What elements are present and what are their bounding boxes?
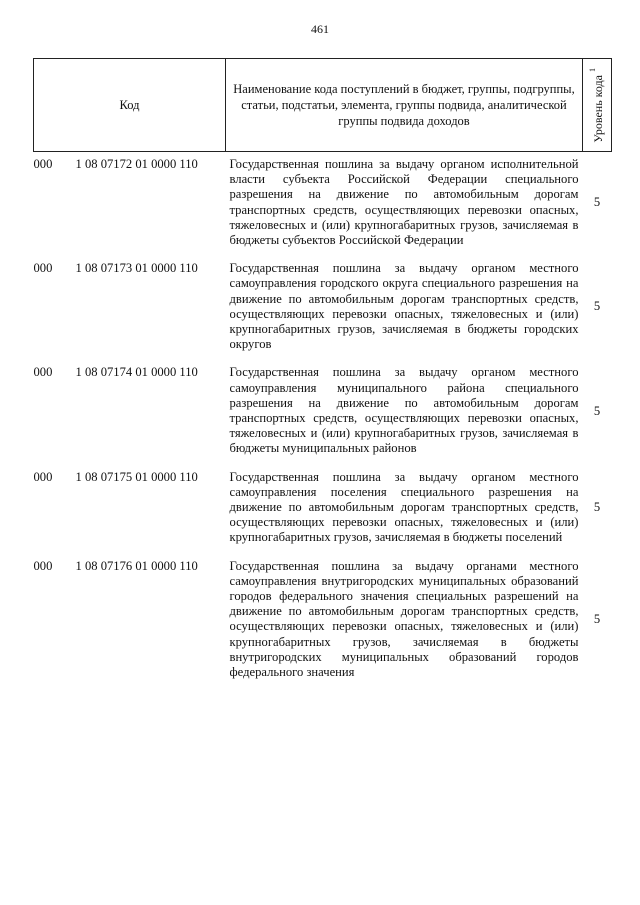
revenue-code: 1 08 07174 01 0000 110	[75, 365, 198, 380]
page-number: 461	[311, 22, 329, 36]
code-level: 5	[593, 403, 601, 418]
header-level-footnote: 1	[588, 67, 597, 72]
header-code: Код	[34, 59, 226, 152]
admin-code: 000	[33, 157, 53, 171]
revenue-code: 1 08 07175 01 0000 110	[75, 469, 198, 484]
code-level: 5	[593, 299, 601, 314]
admin-code: 000	[33, 365, 53, 380]
table-row	[34, 465, 612, 554]
revenue-codes-table	[33, 58, 612, 688]
revenue-code: 1 08 07172 01 0000 110	[75, 157, 198, 171]
revenue-name: Государственная пошлина за выдачу органом местного самоуправления поселения специального разрешения на движение по автомобильным дорогам транспортных средств, осуществляющих перевозки опасных, тяжеловесных и (или) крупногабаритных грузов, зачисляемая в бюджеты поселений	[229, 469, 579, 545]
table-row	[34, 360, 612, 464]
code-level: 5	[593, 195, 601, 210]
header-level-label	[588, 68, 606, 143]
row-code-cell	[34, 554, 226, 689]
header-level	[583, 59, 612, 152]
row-code-cell	[34, 360, 226, 464]
code-level: 5	[593, 500, 601, 515]
code-level: 5	[593, 611, 601, 626]
revenue-name: Государственная пошлина за выдачу органом местного самоуправления городского округа специального разрешения на движение по автомобильным дорогам транспортных средств, осуществляющих перевозки опасных, тяжеловесных и (или) крупногабаритных грузов, зачисляемая в бюджеты городских округов	[229, 261, 579, 352]
revenue-name: Государственная пошлина за выдачу органом исполнительной власти субъекта Российской Федерации специального разрешения на движение по автомобильным дорогам транспортных средств, осуществляющих перевозки опасных, тяжеловесных и (или) крупногабаритных грузов, зачисляемая в бюджеты субъектов Российской Федерации	[229, 157, 579, 248]
revenue-name: Государственная пошлина за выдачу органами местного самоуправления внутригородских муниципальных образований городов федерального значения специальных разрешений на движение по автомобильным дорогам транспортных средств, осуществляющих перевозки опасных, тяжеловесных и (или) крупногабаритных грузов, зачисляемая в бюджеты внутригородских муниципальных образований городов федерального значения	[229, 558, 579, 680]
row-code-cell	[34, 465, 226, 554]
table-row	[34, 256, 612, 360]
row-code-cell	[34, 152, 226, 257]
revenue-name: Государственная пошлина за выдачу органом местного самоуправления муниципального района специального разрешения на движение по автомобильным дорогам транспортных средств, осуществляющих перевозки опасных, тяжеловесных и (или) крупногабаритных грузов, зачисляемая в бюджеты муниципальных районов	[229, 365, 579, 456]
table-row	[34, 152, 612, 257]
table-header-row	[34, 59, 612, 152]
row-code-cell	[34, 256, 226, 360]
header-name: Наименование кода поступлений в бюджет, группы, подгруппы, статьи, подстатьи, элемента, группы подвида, аналитической группы подвида доходов	[226, 59, 583, 152]
header-level-text: Уровень кода	[591, 74, 605, 143]
admin-code: 000	[33, 558, 53, 573]
admin-code: 000	[33, 261, 53, 276]
table-row	[34, 554, 612, 689]
revenue-code: 1 08 07176 01 0000 110	[75, 558, 198, 573]
admin-code: 000	[33, 469, 53, 484]
revenue-code: 1 08 07173 01 0000 110	[75, 261, 198, 276]
